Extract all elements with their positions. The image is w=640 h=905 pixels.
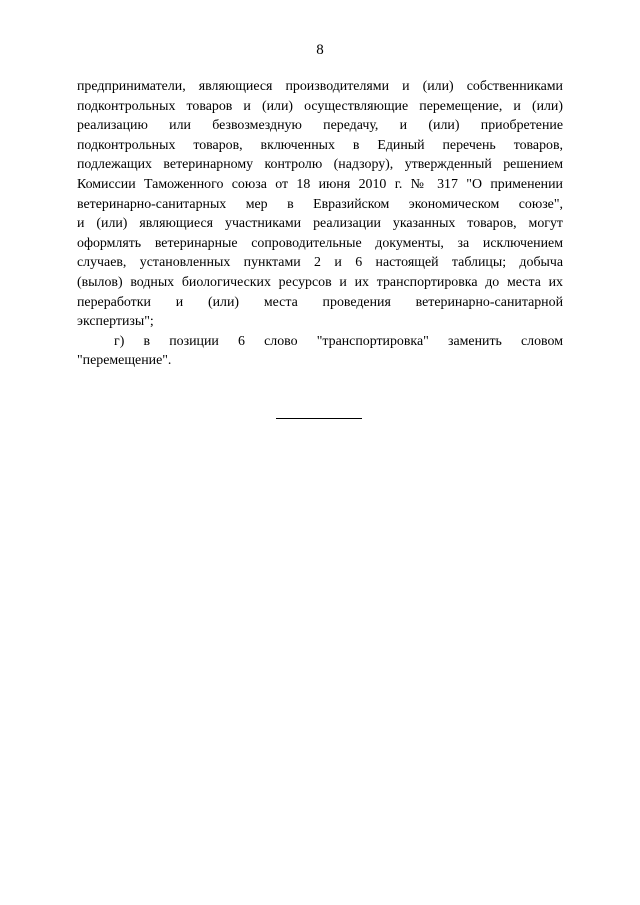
paragraph-line: и (или) являющиеся участниками реализации указанных товаров, могут [77,216,563,232]
paragraph-line: оформлять ветеринарные сопроводительные документы, за исключением [77,235,563,251]
paragraph-line: случаев, установленных пунктами 2 и 6 настоящей таблицы; добыча [77,255,563,271]
page-number: 8 [316,42,324,58]
paragraph-line: предприниматели, являющиеся производителями и (или) собственниками [77,79,563,94]
end-separator-line [276,418,362,419]
document-body [77,77,563,371]
item-g-line: г) в позиции 6 слово "транспортировка" заменить словом [114,333,563,349]
paragraph-line: экспертизы"; [77,314,154,330]
item-g-line: "перемещение". [77,353,172,369]
paragraph-line: (вылов) водных биологических ресурсов и их транспортировка до места их [77,274,563,290]
paragraph-line: реализацию или безвозмездную передачу, и (или) приобретение [77,118,563,134]
paragraph-line: переработки и (или) места проведения ветеринарно-санитарной [77,294,563,310]
paragraph-line: Комиссии Таможенного союза от 18 июня 2010 г. № 317 "О применении [77,176,563,192]
paragraph-line: ветеринарно-санитарных мер в Евразийском экономическом союзе", [77,196,563,212]
paragraph-line: подконтрольных товаров и (или) осуществляющие перемещение, и (или) [77,98,563,114]
paragraph-line: подлежащих ветеринарному контролю (надзору), утвержденный решением [77,157,563,173]
paragraph-line: подконтрольных товаров, включенных в Единый перечень товаров, [77,137,563,153]
